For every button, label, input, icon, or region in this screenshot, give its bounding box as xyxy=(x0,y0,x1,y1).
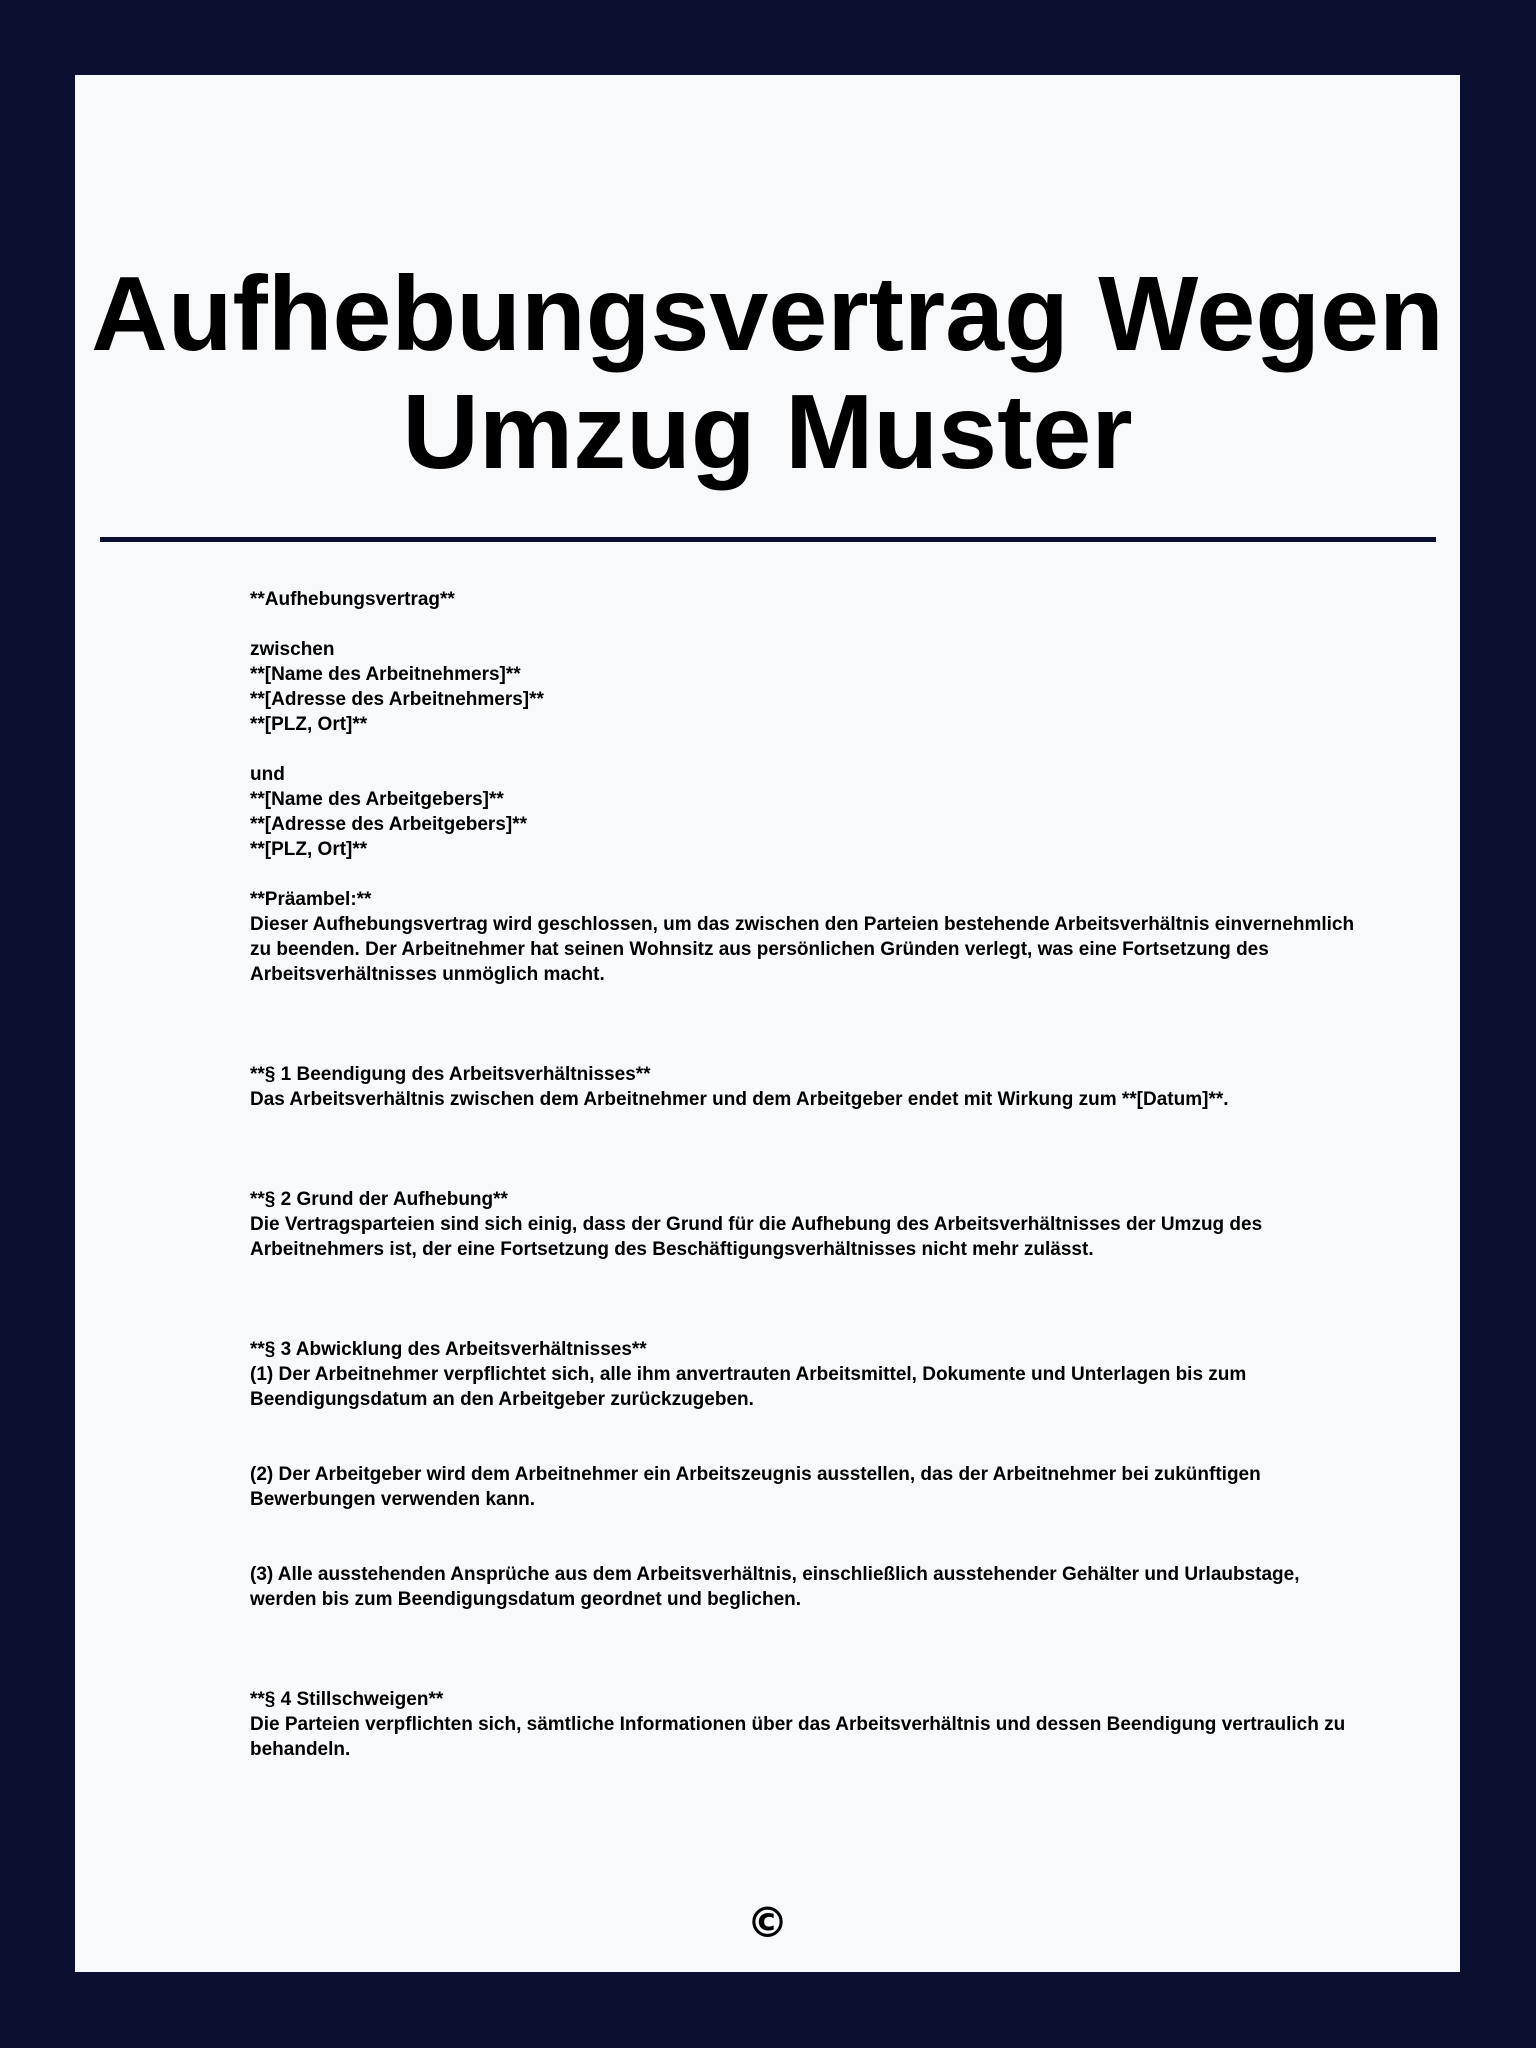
title-divider xyxy=(100,537,1436,542)
preamble: **Präambel:** Dieser Aufhebungsvertrag wird geschlossen, um das zwischen den Parteien bestehende Arbeitsverhältnis einvernehmlich zu beenden. Der Arbeitnehmer hat seinen Wohnsitz aus persönlichen Gründen verlegt, was eine Fortsetzung des Arbeitsverhältnisses unmöglich macht. xyxy=(250,889,1355,985)
document-page xyxy=(75,75,1460,1972)
section-3-paragraph-2: (2) Der Arbeitgeber wird dem Arbeitnehmer ein Arbeitszeugnis ausstellen, das der Arbeitnehmer bei zukünftigen Bewerbungen verwenden kann. xyxy=(250,1464,1261,1510)
section-3-paragraph-3: (3) Alle ausstehenden Ansprüche aus dem Arbeitsverhältnis, einschließlich ausstehender Gehälter und Urlaubstage, werden bis zum Beendigungsdatum geordnet und beglichen. xyxy=(250,1564,1300,1610)
document-title: Aufhebungsvertrag Wegen Umzug Muster xyxy=(91,255,1444,491)
document-body xyxy=(250,587,1360,1762)
section-2: **§ 2 Grund der Aufhebung** Die Vertragsparteien sind sich einig, dass der Grund für die Aufhebung des Arbeitsverhältnisses der Umzug des Arbeitnehmers ist, der eine Fortsetzung des Beschäftigungsverhältnisses nicht mehr zulässt. xyxy=(250,1189,1263,1260)
copyright-icon: © xyxy=(746,1898,789,1947)
section-1: **§ 1 Beendigung des Arbeitsverhältnisses** Das Arbeitsverhältnis zwischen dem Arbeitnehmer und dem Arbeitgeber endet mit Wirkung zum **[Datum]**. xyxy=(250,1064,1229,1110)
section-4: **§ 4 Stillschweigen** Die Parteien verpflichten sich, sämtliche Informationen über das Arbeitsverhältnis und dessen Beendigung vertraulich zu behandeln. xyxy=(250,1689,1346,1760)
heading-aufhebungsvertrag: **Aufhebungsvertrag** xyxy=(250,589,455,610)
section-3-paragraph-1: **§ 3 Abwicklung des Arbeitsverhältnisses** (1) Der Arbeitnehmer verpflichtet sich, alle ihm anvertrauten Arbeitsmittel, Dokumente und Unterlagen bis zum Beendigungsdatum an den Arbeitgeber zurückzugeben. xyxy=(250,1339,1247,1410)
party-employee: zwischen **[Name des Arbeitnehmers]** **[Adresse des Arbeitnehmers]** **[PLZ, Ort]** xyxy=(250,639,544,735)
party-employer: und **[Name des Arbeitgebers]** **[Adresse des Arbeitgebers]** **[PLZ, Ort]** xyxy=(250,764,528,860)
